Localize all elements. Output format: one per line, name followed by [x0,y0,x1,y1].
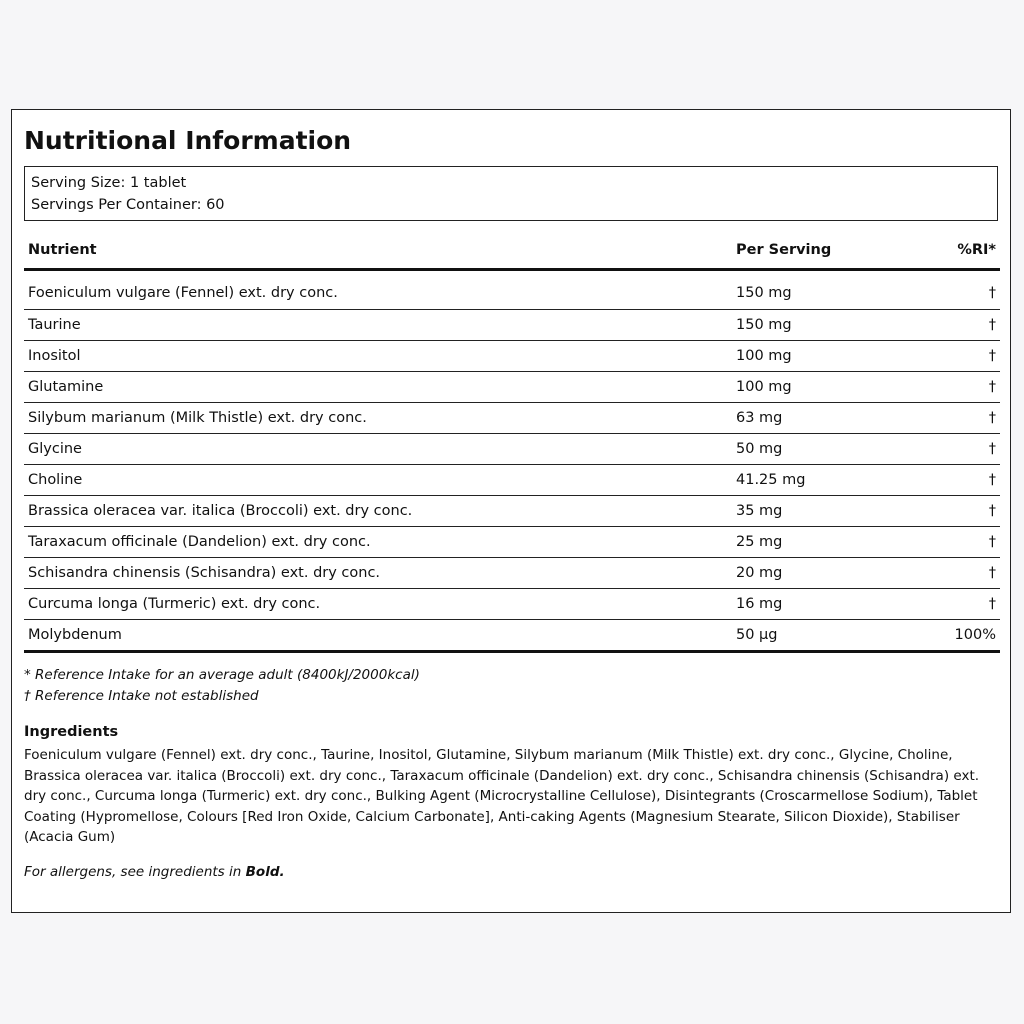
nutrient-ri: † [940,558,1000,589]
table-row [24,620,1000,652]
table-header-row [24,227,1000,270]
nutrient-amount: 16 mg [732,589,940,620]
servings-per-container: Servings Per Container: 60 [31,197,225,213]
nutrient-ri: † [940,310,1000,341]
nutrition-table [24,227,1000,653]
nutrient-name: Schisandra chinensis (Schisandra) ext. dry conc. [24,558,732,589]
table-row [24,434,1000,465]
table-row [24,558,1000,589]
nutrient-amount: 41.25 mg [732,465,940,496]
nutrient-amount: 50 µg [732,620,940,652]
table-row [24,589,1000,620]
nutrient-ri: † [940,465,1000,496]
nutrient-name: Silybum marianum (Milk Thistle) ext. dry conc. [24,403,732,434]
nutrient-name: Curcuma longa (Turmeric) ext. dry conc. [24,589,732,620]
header-ri: %RI* [940,227,1000,270]
nutrient-amount: 25 mg [732,527,940,558]
footnote-not-established: † Reference Intake not established [24,688,259,704]
footnote-reference-intake: * Reference Intake for an average adult (8400kJ/2000kcal) [24,667,420,683]
serving-size: Serving Size: 1 tablet [31,175,187,191]
allergen-note-text: For allergens, see ingredients in [24,863,246,880]
allergen-note-bold: Bold. [245,863,285,880]
nutrient-name: Foeniculum vulgare (Fennel) ext. dry conc. [24,270,732,310]
nutrient-ri: † [940,527,1000,558]
table-row [24,270,1000,310]
nutrient-name: Glycine [24,434,732,465]
nutrient-ri: † [940,403,1000,434]
nutrient-ri: 100% [940,620,1000,652]
table-row [24,310,1000,341]
ingredients-text: Foeniculum vulgare (Fennel) ext. dry conc., Taurine, Inositol, Glutamine, Silybum marianum (Milk Thistle) ext. dry conc., Glycine, Choline, Brassica oleracea var. italica (Broccoli) ext. dry conc., Taraxacum officinale (Dandelion) ext. dry conc., Schisandra chinensis (Schisandra) ext. dry conc., Curcuma longa (Turmeric) ext. dry conc., Bulking Agent (Microcrystalline Cellulose), Disintegrants (Croscarmellose Sodium), Tablet Coating (Hypromellose, Colours [Red Iron Oxide, Calcium Carbonate], Anti-caking Agents (Magnesium Stearate, Silicon Dioxide), Stabiliser (Acacia Gum) [24,747,980,845]
nutrient-amount: 20 mg [732,558,940,589]
allergen-note [24,862,998,882]
table-row [24,465,1000,496]
table-row [24,372,1000,403]
header-nutrient: Nutrient [24,227,732,270]
table-row [24,403,1000,434]
nutrient-amount: 100 mg [732,372,940,403]
ingredients-heading: Ingredients [24,724,119,740]
header-per-serving: Per Serving [732,227,940,270]
table-row [24,496,1000,527]
nutrient-amount: 150 mg [732,310,940,341]
nutrient-amount: 100 mg [732,341,940,372]
nutrient-ri: † [940,270,1000,310]
nutrient-name: Choline [24,465,732,496]
nutrient-ri: † [940,434,1000,465]
nutrient-ri: † [940,341,1000,372]
nutrient-name: Brassica oleracea var. italica (Broccoli) ext. dry conc. [24,496,732,527]
page-title: Nutritional Information [24,126,352,155]
nutrient-amount: 63 mg [732,403,940,434]
nutrient-ri: † [940,372,1000,403]
table-row [24,527,1000,558]
nutrient-name: Molybdenum [24,620,732,652]
nutrient-amount: 50 mg [732,434,940,465]
nutrition-panel [11,109,1011,913]
nutrient-amount: 35 mg [732,496,940,527]
footnotes [24,665,998,707]
nutrient-ri: † [940,589,1000,620]
nutrient-name: Taraxacum officinale (Dandelion) ext. dry conc. [24,527,732,558]
nutrient-name: Taurine [24,310,732,341]
nutrient-amount: 150 mg [732,270,940,310]
nutrient-name: Glutamine [24,372,732,403]
nutrient-name: Inositol [24,341,732,372]
serving-info-box [24,166,998,221]
nutrient-ri: † [940,496,1000,527]
table-row [24,341,1000,372]
